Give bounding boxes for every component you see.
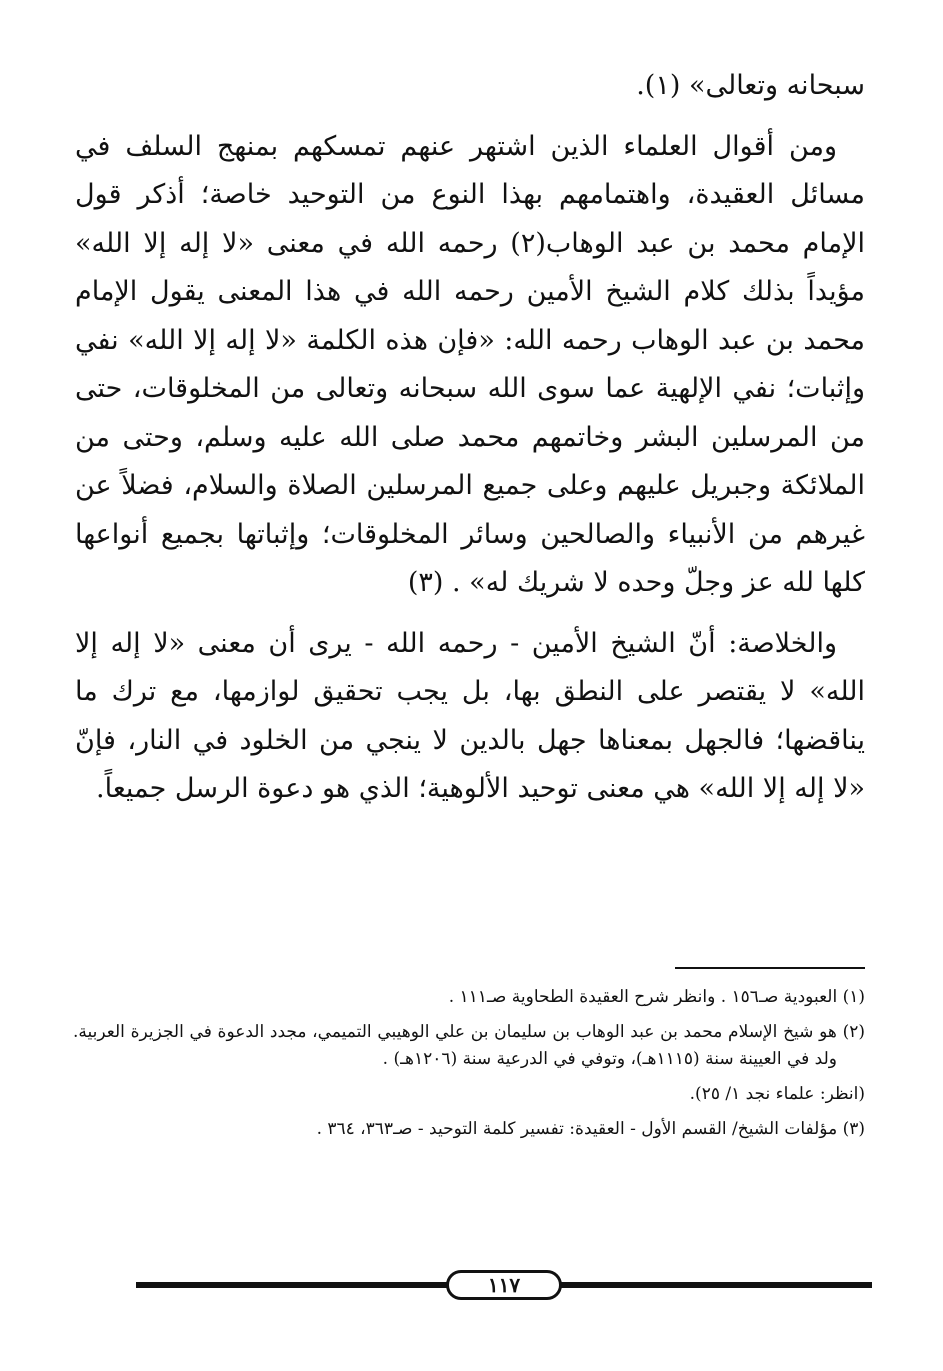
footnote-2: (٢) هو شيخ الإسلام محمد بن عبد الوهاب بن سليمان بن علي الوهيبي التميمي، مجدد الدعوة في الجزيرة العربية. ولد في العيينة سنة (١١١٥هـ)، وتوفي في الدرعية سنة (١٢٠٦هـ) . [73,1022,865,1069]
paragraph-continuation: سبحانه وتعالى» (١). [636,70,865,101]
footnote-1: (١) العبودية صـ١٥٦ . وانظر شرح العقيدة الطحاوية صـ١١١ . [448,987,865,1007]
footnote-separator [675,967,865,969]
main-text [75,62,865,814]
footnote-3: (٣) مؤلفات الشيخ/ القسم الأول - العقيدة: تفسير كلمة التوحيد - صـ٣٦٣، ٣٦٤ . [316,1119,865,1139]
paragraph-scholars-quote: ومن أقوال العلماء الذين اشتهر عنهم تمسكهم بمنهج السلف في مسائل العقيدة، واهتمامهم بهذا النوع من التوحيد خاصة؛ أذكر قول الإمام محمد بن عبد الوهاب(٢) رحمه الله في معنى «لا إله إلا الله» مؤيداً بذلك كلام الشيخ الأمين رحمه الله في هذا المعنى يقول الإمام محمد بن عبد الوهاب رحمه الله: «فإن هذه الكلمة «لا إله إلا الله» نفي وإثبات؛ نفي الإلهية عما سوى الله سبحانه وتعالى من المخلوقات، حتى من المرسلين البشر وخاتمهم محمد صلى الله عليه وسلم، وحتى من الملائكة وجبريل عليهم وعلى جميع المرسلين الصلاة والسلام، فضلاً عن غيرهم من الأنبياء والصالحين وسائر المخلوقات؛ وإثباتها بجميع أنواعها كلها لله عز وجلّ وحده لا شريك له» . (٣) [75,130,865,598]
page-number: ١١٧ [446,1270,562,1300]
footnote-2-reference: (انظر: علماء نجد ١/ ٢٥). [689,1084,865,1104]
paragraph-conclusion: والخلاصة: أنّ الشيخ الأمين - رحمه الله - يرى أن معنى «لا إله إلا الله» لا يقتصر على النطق بها، بل يجب تحقيق لوازمها، مع ترك ما يناقضها؛ فالجهل بمعناها جهل بالدين لا ينجي من الخلود في النار، فإنّ «لا إله إلا الله» هي معنى توحيد الألوهية؛ الذي هو دعوة الرسل جميعاً. [75,627,865,804]
footnotes [73,984,865,1151]
page-footer [136,1270,872,1300]
